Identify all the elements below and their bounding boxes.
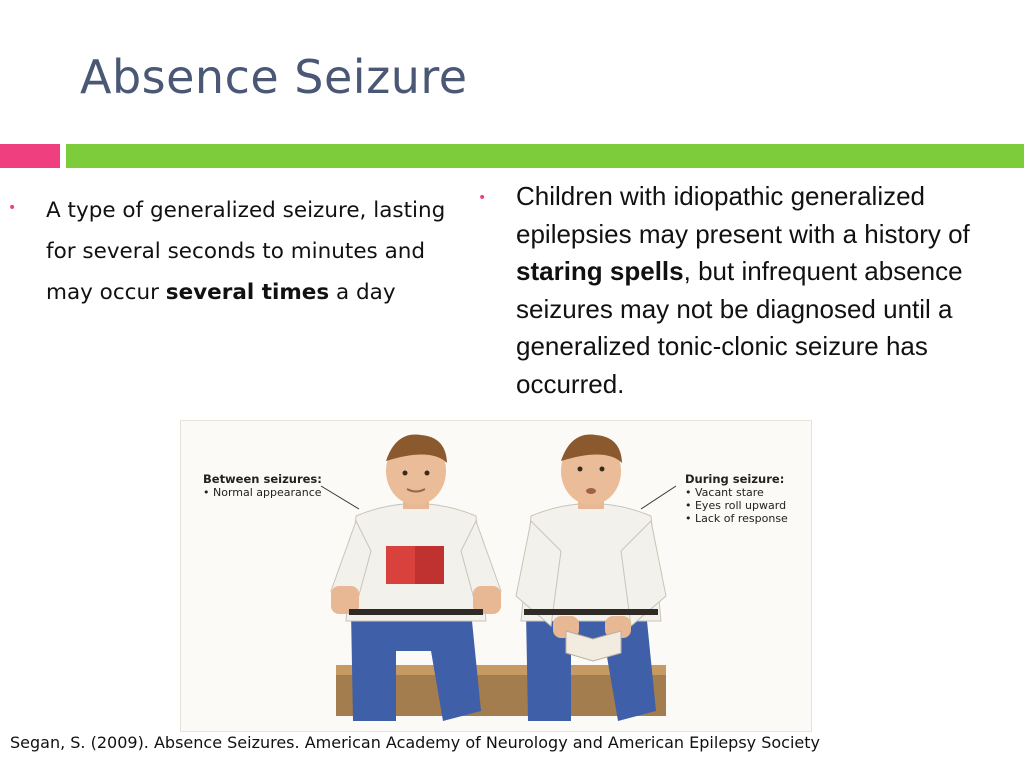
during-seizure-item: • Eyes roll upward bbox=[685, 499, 787, 512]
between-seizures-heading: Between seizures: bbox=[203, 472, 322, 486]
illustration-svg bbox=[181, 421, 811, 731]
between-seizures-label bbox=[203, 473, 322, 499]
absence-seizure-illustration bbox=[180, 420, 812, 732]
slide-title: Absence Seizure bbox=[80, 50, 468, 104]
left-bullet-text-end: a day bbox=[329, 280, 396, 305]
during-seizure-item: • Lack of response bbox=[685, 512, 788, 525]
right-bullet-bold-text: staring spells bbox=[516, 256, 684, 286]
right-bullet-item bbox=[478, 178, 978, 403]
right-bullet-text bbox=[516, 178, 976, 403]
bullet-marker: • bbox=[8, 200, 17, 216]
left-bullet-item bbox=[8, 190, 448, 313]
left-bullet-text-part: A type of generalized seizure, lasting for several seconds to minutes and may occur bbox=[46, 198, 446, 305]
left-bullet-text bbox=[46, 190, 448, 313]
accent-bar-pink bbox=[0, 144, 60, 168]
during-seizure-item: • Vacant stare bbox=[685, 486, 764, 499]
between-seizures-item: • Normal appearance bbox=[203, 486, 322, 499]
bullet-marker: • bbox=[478, 190, 487, 206]
during-seizure-label bbox=[685, 473, 788, 525]
during-seizure-heading: During seizure: bbox=[685, 472, 785, 486]
left-bullet-bold-text: several times bbox=[165, 280, 330, 305]
accent-bar-green bbox=[66, 144, 1024, 168]
citation: Segan, S. (2009). Absence Seizures. American Academy of Neurology and American Epilepsy Society bbox=[10, 733, 820, 752]
right-bullet-text-part: Children with idiopathic generalized epilepsies may present with a history of bbox=[516, 181, 970, 249]
right-bullet-text-end: , but infrequent absence seizures may not be diagnosed until a generalized tonic-clonic seizure has occurred. bbox=[516, 256, 963, 399]
